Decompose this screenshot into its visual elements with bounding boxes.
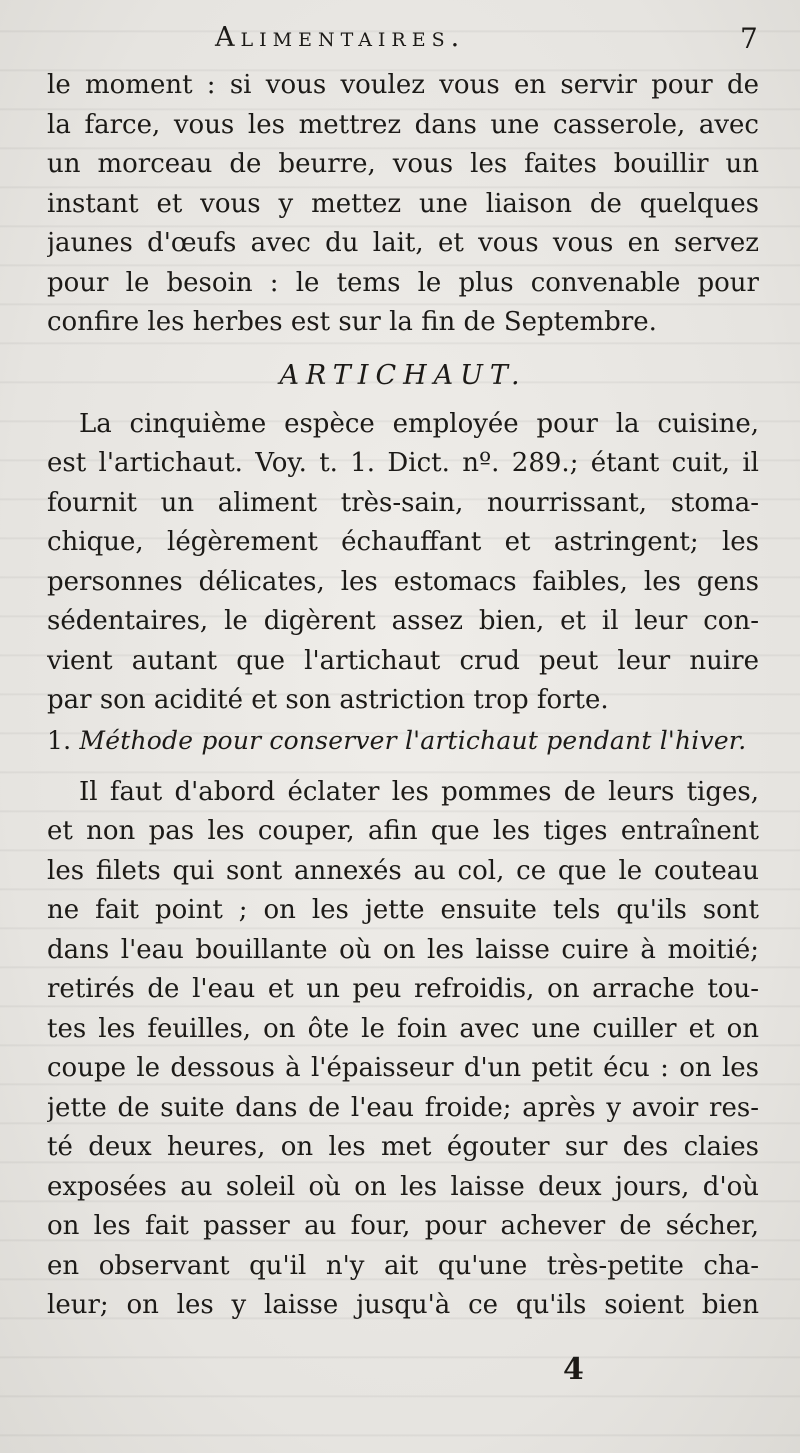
running-title: Alimentaires. — [215, 22, 466, 53]
text-line: la farce, vous les mettrez dans une casserole, avec — [47, 109, 759, 140]
paragraph-method — [47, 773, 759, 1326]
subsection-heading — [47, 721, 759, 761]
text-line: vient autant que l'artichaut crud peut leur nuire — [47, 645, 759, 676]
text-line: sédentaires, le digèrent assez bien, et il leur con- — [47, 606, 759, 636]
paragraph-artichaut — [47, 405, 759, 721]
text-line: Il faut d'abord éclater les pommes de leurs tiges, — [79, 776, 759, 807]
page-number: 7 — [740, 22, 758, 55]
text-line: instant et vous y mettez une liaison de quelques — [47, 188, 759, 219]
subsection-title: Méthode pour conserver l'artichaut pendant l'hiver. — [79, 725, 747, 755]
text-line: La cinquième espèce employée pour la cuisine, — [79, 408, 759, 439]
text-line: un morceau de beurre, vous les faites bouillir un — [47, 149, 759, 179]
text-line: jaunes d'œufs avec du lait, et vous vous en servez — [47, 228, 759, 258]
text-line: confire les herbes est sur la fin de Septembre. — [47, 307, 657, 337]
text-line: dans l'eau bouillante où on les laisse cuire à moitié; — [47, 934, 759, 965]
text-line: ne fait point ; on les jette ensuite tels qu'ils sont — [47, 895, 759, 925]
text-block — [47, 66, 759, 1326]
text-line: exposées au soleil où on les laisse deux jours, d'où — [47, 1171, 759, 1202]
text-line: en observant qu'il n'y ait qu'une très-petite cha- — [47, 1250, 759, 1281]
paragraph-continued — [47, 66, 759, 343]
text-line: chique, légèrement échauffant et astringent; les — [47, 527, 759, 557]
section-heading: ARTICHAUT. — [279, 359, 527, 391]
text-line: tes les feuilles, on ôte le foin avec une cuiller et on — [47, 1013, 759, 1044]
text-line: et non pas les couper, afin que les tiges entraînent — [47, 816, 759, 846]
text-line: fournit un aliment très-sain, nourrissant, stoma- — [47, 487, 759, 518]
text-line: té deux heures, on les met égouter sur des claies — [47, 1132, 759, 1162]
subsection-number: 1. — [47, 725, 72, 755]
text-line: coupe le dessous à l'épaisseur d'un petit écu : on les — [47, 1053, 759, 1083]
text-line: par son acidité et son astriction trop forte. — [47, 685, 609, 715]
text-line: leur; on les y laisse jusqu'à ce qu'ils soient bien — [47, 1290, 759, 1320]
text-line: est l'artichaut. Voy. t. 1. Dict. nº. 289.; étant cuit, il — [47, 448, 759, 478]
text-line: retirés de l'eau et un peu refroidis, on arrache tou- — [47, 974, 759, 1004]
running-head — [0, 22, 800, 62]
text-line: personnes délicates, les estomacs faibles, les gens — [47, 566, 759, 597]
text-line: les filets qui sont annexés au col, ce que le couteau — [47, 855, 759, 886]
text-line: on les fait passer au four, pour achever de sécher, — [47, 1211, 759, 1241]
text-line: pour le besoin : le tems le plus convenable pour — [47, 267, 759, 298]
signature-mark: 4 — [563, 1352, 584, 1387]
text-line: le moment : si vous voulez vous en servir pour de — [47, 70, 759, 100]
text-line: jette de suite dans de l'eau froide; après y avoir res- — [47, 1092, 759, 1123]
